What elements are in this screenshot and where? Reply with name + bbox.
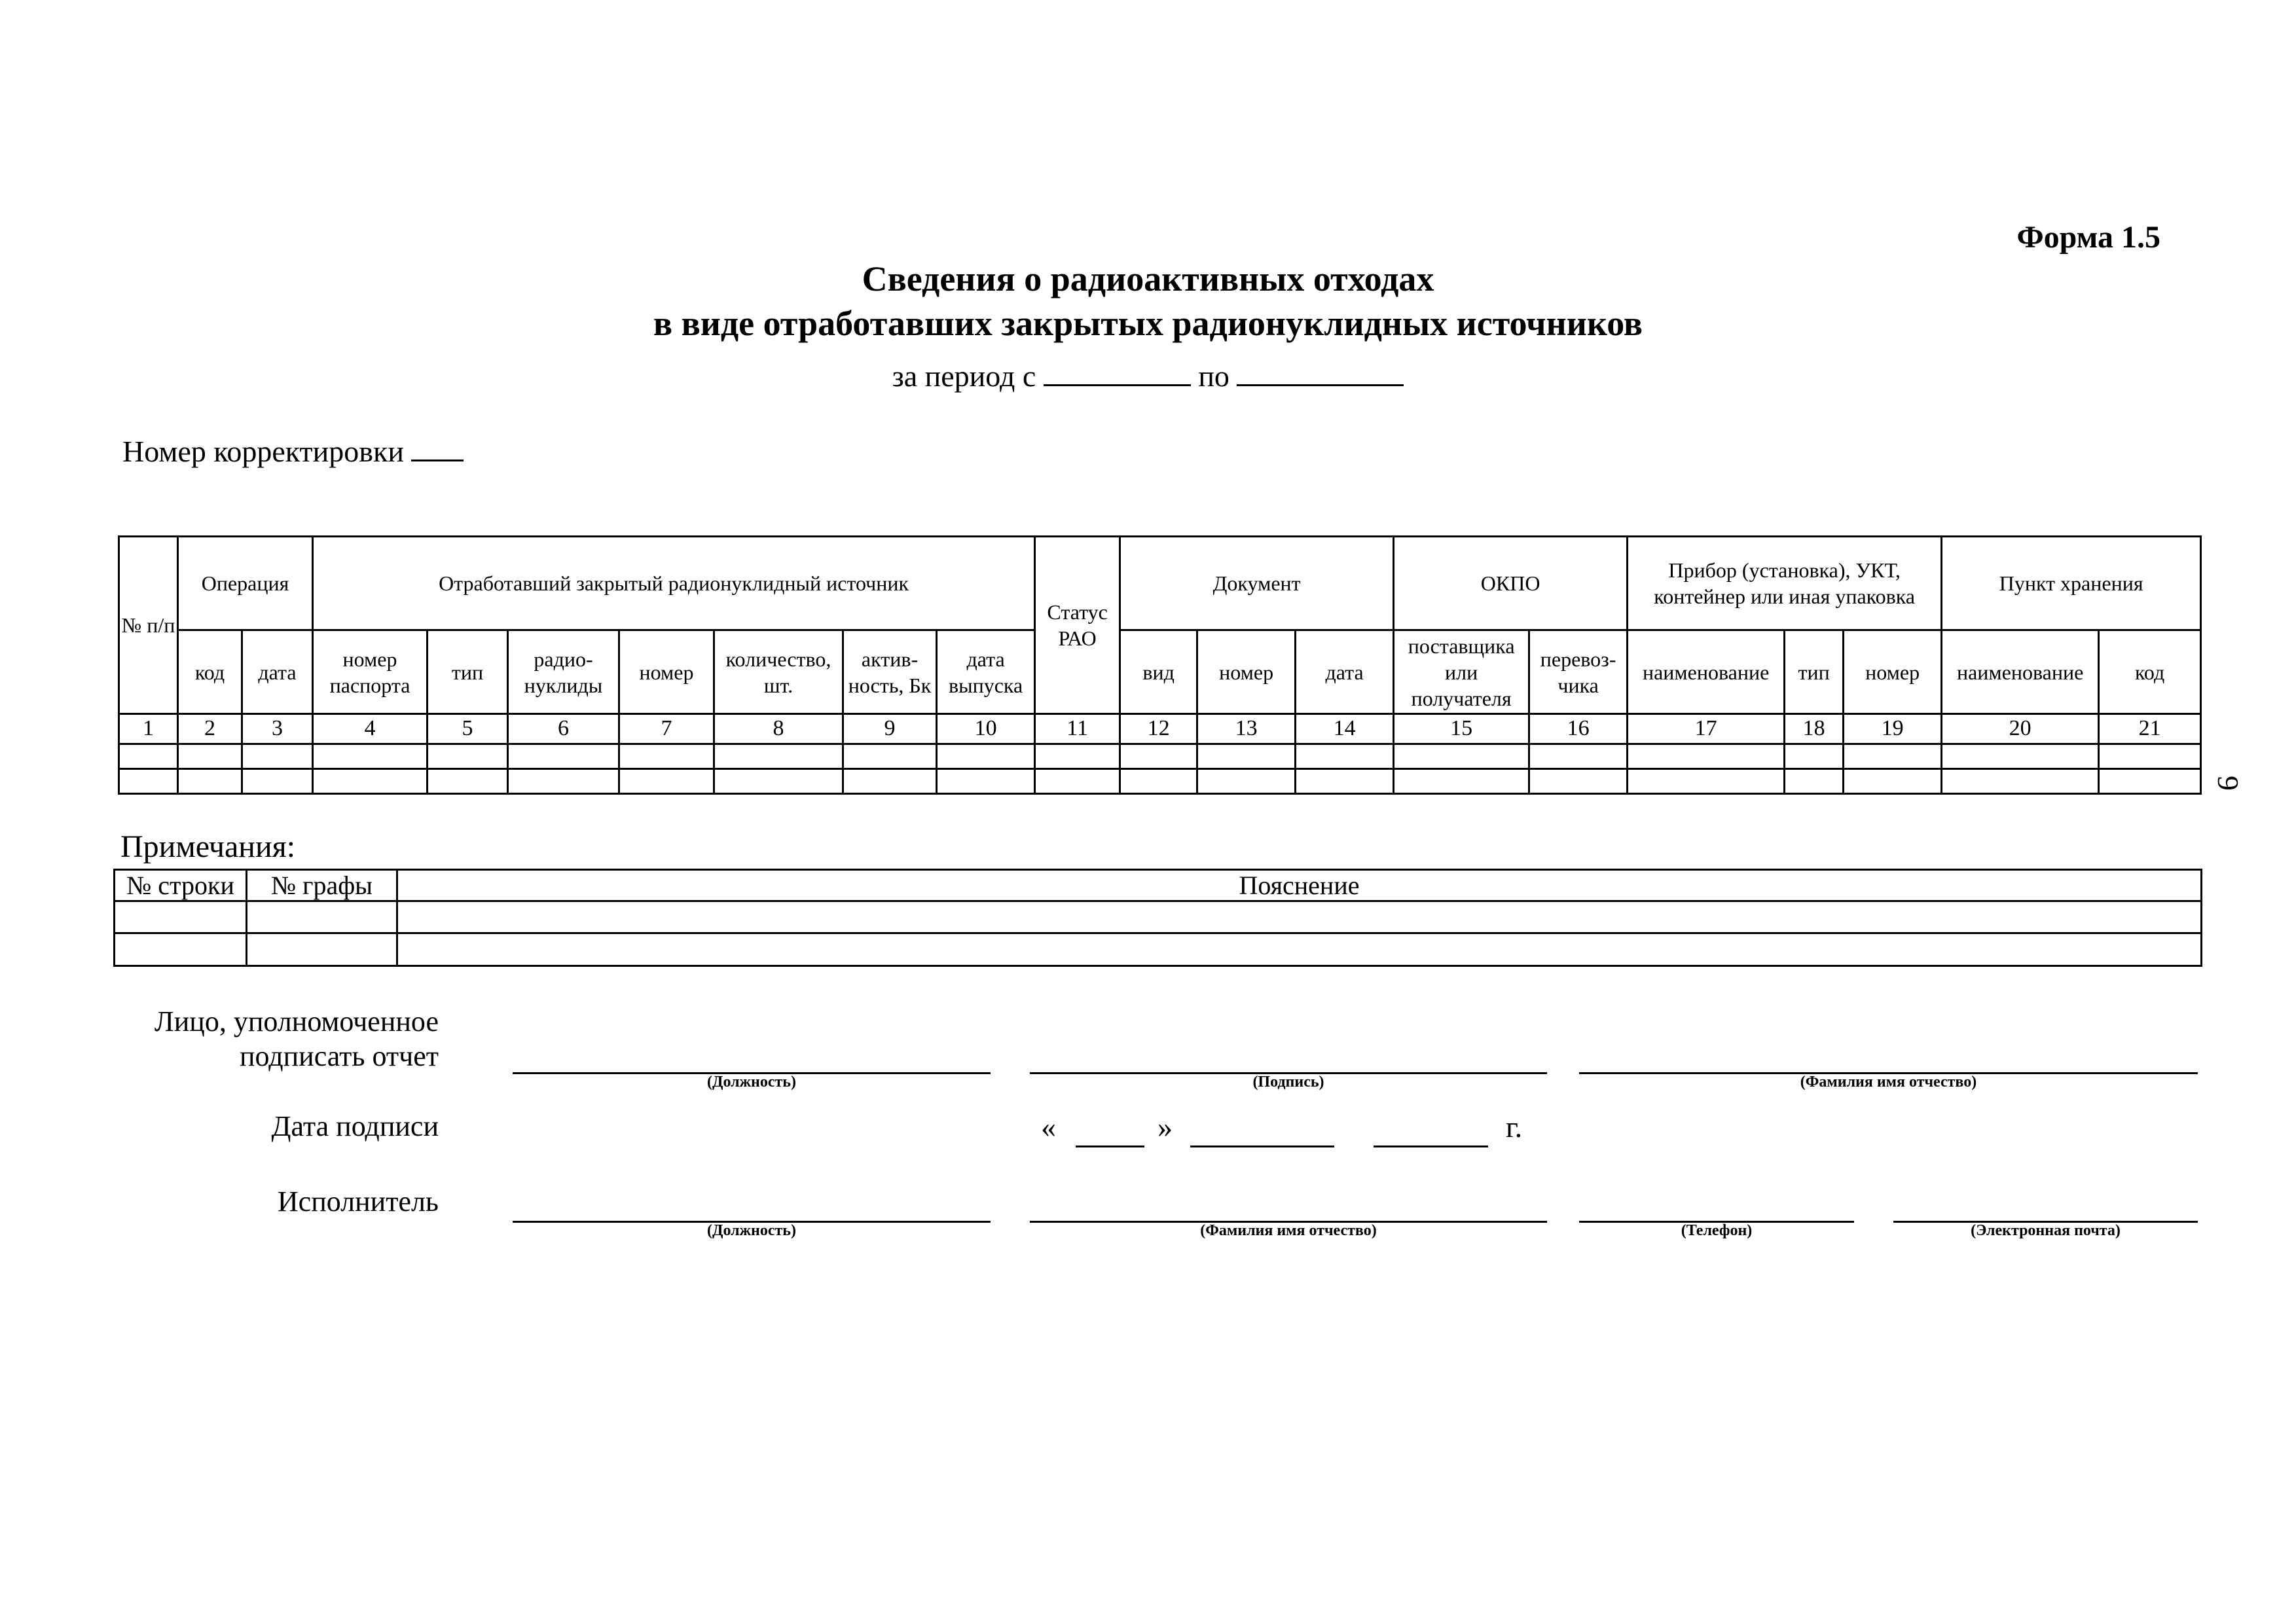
subheader-nuclides: радио-нуклиды (508, 630, 619, 714)
column-number: 15 (1394, 714, 1529, 744)
executor-name-caption: (Фамилия имя отчество) (1200, 1222, 1377, 1239)
column-number: 12 (1120, 714, 1197, 744)
executor-label: Исполнитель (277, 1185, 439, 1218)
header-status: Статус РАО (1035, 537, 1120, 714)
column-number: 16 (1529, 714, 1628, 744)
table-row[interactable] (119, 768, 2201, 793)
notes-header-explanation: Пояснение (397, 870, 2202, 901)
header-document: Документ (1120, 537, 1394, 630)
date-month-field[interactable] (1190, 1146, 1334, 1147)
date-year-field[interactable] (1374, 1146, 1488, 1147)
period-to-field[interactable] (1237, 358, 1404, 386)
title-line-1: Сведения о радиоактивных отходах (862, 259, 1434, 298)
column-number: 1 (119, 714, 178, 744)
date-label: Дата подписи (271, 1110, 439, 1142)
subheader-doc-date: дата (1296, 630, 1394, 714)
column-number: 13 (1197, 714, 1296, 744)
column-number: 19 (1844, 714, 1942, 744)
subheader-number: номер (619, 630, 714, 714)
subheader-passport: номер паспорта (313, 630, 428, 714)
column-number: 6 (508, 714, 619, 744)
date-year-suffix: г. (1506, 1110, 1523, 1144)
notes-row[interactable] (115, 933, 2202, 966)
correction-field[interactable] (411, 433, 464, 461)
header-npp: № п/п (119, 537, 178, 714)
column-number: 18 (1785, 714, 1844, 744)
email-caption: (Электронная почта) (1971, 1222, 2121, 1239)
form-number: Форма 1.5 (2016, 220, 2160, 255)
page-number: 9 (2212, 776, 2245, 791)
subheader-carrier: перевоз-чика (1529, 630, 1628, 714)
column-number: 7 (619, 714, 714, 744)
period-line (0, 358, 2296, 393)
title-line-2: в виде отработавших закрытых радионуклидных источников (653, 304, 1643, 343)
column-number: 5 (428, 714, 508, 744)
notes-header-column-number: № графы (247, 870, 397, 901)
column-number: 2 (178, 714, 242, 744)
subheader-issue-date: дата выпуска (937, 630, 1035, 714)
notes-table (113, 869, 2202, 967)
subheader-storage-name: наименование (1942, 630, 2099, 714)
header-okpo: ОКПО (1394, 537, 1628, 630)
subheader-storage-code: код (2099, 630, 2201, 714)
subheader-quantity: количество, шт. (714, 630, 843, 714)
period-middle: по (1198, 359, 1230, 393)
column-number: 11 (1035, 714, 1120, 744)
subheader-device-type: тип (1785, 630, 1844, 714)
subheader-device-number: номер (1844, 630, 1942, 714)
subheader-device-name: наименование (1628, 630, 1785, 714)
column-number: 20 (1942, 714, 2099, 744)
column-number: 10 (937, 714, 1035, 744)
subheader-doc-number: номер (1197, 630, 1296, 714)
subheader-type: тип (428, 630, 508, 714)
column-number: 8 (714, 714, 843, 744)
date-day-field[interactable] (1076, 1146, 1144, 1147)
authorized-signature-caption: (Подпись) (1252, 1074, 1324, 1091)
period-from-field[interactable] (1044, 358, 1191, 386)
column-number: 14 (1296, 714, 1394, 744)
header-storage: Пункт хранения (1942, 537, 2201, 630)
column-number: 3 (242, 714, 313, 744)
column-number: 4 (313, 714, 428, 744)
table-row[interactable] (119, 744, 2201, 768)
column-numbers-row (119, 714, 2201, 744)
subheader-activity: актив-ность, Бк (843, 630, 937, 714)
column-number: 17 (1628, 714, 1785, 744)
phone-caption: (Телефон) (1681, 1222, 1753, 1239)
subheader-doc-kind: вид (1120, 630, 1197, 714)
authorized-position-caption: (Должность) (706, 1074, 796, 1091)
main-table (118, 535, 2202, 795)
correction-label: Номер корректировки (122, 435, 404, 468)
subheader-op-code: код (178, 630, 242, 714)
notes-header-row-number: № строки (115, 870, 247, 901)
date-quote-close: » (1157, 1110, 1173, 1144)
correction-line (122, 433, 464, 469)
notes-label: Примечания: (120, 829, 296, 864)
column-number: 9 (843, 714, 937, 744)
authorized-label: Лицо, уполномоченное подписать отчет (154, 1005, 439, 1072)
authorized-name-caption: (Фамилия имя отчество) (1800, 1074, 1977, 1091)
notes-row[interactable] (115, 901, 2202, 933)
subheader-op-date: дата (242, 630, 313, 714)
column-number: 21 (2099, 714, 2201, 744)
header-device: Прибор (установка), УКТ, контейнер или иная упаковка (1628, 537, 1942, 630)
header-operation: Операция (178, 537, 313, 630)
executor-position-caption: (Должность) (706, 1222, 796, 1239)
header-source: Отработавший закрытый радионуклидный источник (313, 537, 1035, 630)
period-prefix: за период с (892, 359, 1036, 393)
subheader-supplier: поставщика или получателя (1394, 630, 1529, 714)
date-quote-open: « (1041, 1110, 1056, 1144)
